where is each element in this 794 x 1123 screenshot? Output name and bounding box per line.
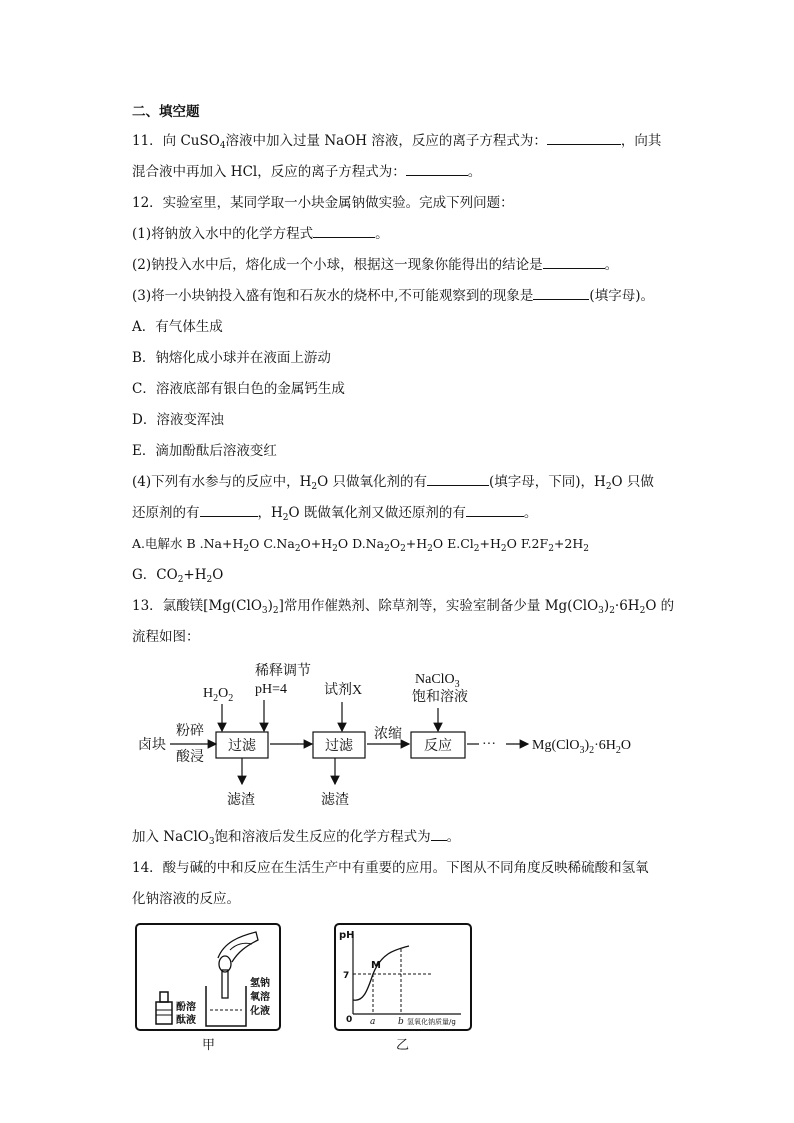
section-title: 二、填空题 bbox=[132, 104, 200, 120]
figure-jia-caption: 甲 bbox=[202, 1038, 216, 1053]
answer-blank[interactable] bbox=[313, 225, 375, 238]
bottle-label-1: 酚溶 bbox=[176, 1002, 196, 1013]
option-b: B．钠熔化成小球并在液面上游动 bbox=[132, 350, 331, 366]
q13-line3: 加入 NaClO$_3$饱和溶液后发生反应的化学方程式为 。 bbox=[132, 829, 461, 847]
flow-box-react-label: 反应 bbox=[424, 739, 452, 754]
figure-yi-caption: 乙 bbox=[396, 1038, 410, 1053]
figure-yi-ph-curve bbox=[333, 922, 475, 1032]
q13-line2: 流程如图： bbox=[132, 629, 200, 645]
answer-blank[interactable] bbox=[406, 163, 468, 176]
x-tick-a: a bbox=[370, 1017, 376, 1027]
bottle-label-2: 酞液 bbox=[176, 1015, 196, 1026]
beaker-label-2: 氧溶 bbox=[250, 992, 270, 1003]
q12-part4-line1: (4)下列有水参与的反应中，$H_2O$ 只做氧化剂的有 (填字母，下同)，$H_2O$ 只做 bbox=[132, 474, 654, 492]
option-d: D．溶液变浑浊 bbox=[132, 412, 224, 428]
figure-jia-titration bbox=[134, 922, 284, 1032]
option-c: C．溶液底部有银白色的金属钙生成 bbox=[132, 381, 345, 397]
q14-line2: 化钠溶液的反应。 bbox=[132, 891, 240, 907]
flow-box-filter-2-label: 过滤 bbox=[325, 739, 353, 754]
flow-h2o2-label: $H_2O_2$ bbox=[203, 686, 234, 704]
flow-product-label: $Mg(ClO_3)_2\cdot 6H_2O$ bbox=[532, 738, 632, 756]
flow-acid-label: 酸浸 bbox=[176, 750, 204, 765]
q12-intro: 12．实验室里，某同学取一小块金属钠做实验。完成下列问题： bbox=[132, 195, 514, 211]
answer-blank[interactable] bbox=[533, 287, 589, 300]
process-flow-diagram bbox=[130, 658, 690, 810]
flow-residue-1: 滤渣 bbox=[227, 793, 255, 808]
flow-dilute-label: 稀释调节 bbox=[255, 664, 311, 679]
flow-start-label: 卤块 bbox=[138, 738, 166, 753]
flow-ellipsis: ··· bbox=[482, 737, 496, 752]
flow-ph-label: pH=4 bbox=[255, 682, 288, 697]
y-axis-label: pH bbox=[339, 930, 355, 941]
flow-box-filter-1-label: 过滤 bbox=[228, 739, 256, 754]
option-a: A．有气体生成 bbox=[132, 319, 223, 335]
point-m-label: M bbox=[371, 960, 381, 971]
y-tick-7: 7 bbox=[343, 971, 350, 981]
x-tick-b: b bbox=[398, 1017, 404, 1027]
q13-line1: 13．氯酸镁$[Mg(ClO_3)_2]$常用作催熟剂、除草剂等，实验室制备少量 $Mg(ClO_3)_2\cdot 6H_2O$ 的 bbox=[132, 598, 675, 616]
q12-part4-option-g: G．$CO_2+H_2O$ bbox=[132, 567, 224, 585]
flow-concentrate-label: 浓缩 bbox=[374, 727, 402, 742]
flow-saturated-label: 饱和溶液 bbox=[412, 690, 468, 705]
answer-blank[interactable] bbox=[466, 504, 524, 517]
answer-blank[interactable] bbox=[427, 473, 489, 486]
q12-part3: (3)将一小块钠投入盛有饱和石灰水的烧杯中,不可能观察到的现象是 (填字母)。 bbox=[132, 288, 654, 304]
answer-blank[interactable] bbox=[547, 132, 621, 145]
flow-crush-label: 粉碎 bbox=[176, 724, 204, 739]
q12-part4-options: A.电解水 B $.Na+H_2O$ $C.Na_2O+H_2O$ $D.Na_2O_2+H_2O$ $E.Cl_2+H_2O$ $F.2F_2+2H_2$ bbox=[132, 536, 589, 554]
q11-line1: 11．向 CuSO$_4$溶液中加入过量 NaOH 溶液，反应的离子方程式为： ，向其 bbox=[132, 133, 662, 151]
flow-reagent-x-label: 试剂X bbox=[324, 683, 363, 698]
q12-part2: (2)钠投入水中后，熔化成一个小球，根据这一现象你能得出的结论是 。 bbox=[132, 257, 619, 273]
x-axis-label: 氢氧化钠质量/g bbox=[407, 1018, 456, 1026]
answer-blank[interactable] bbox=[200, 504, 258, 517]
q11-line2: 混合液中再加入 HCl，反应的离子方程式为： 。 bbox=[132, 164, 482, 180]
answer-blank[interactable] bbox=[431, 828, 447, 841]
option-e: E．滴加酚酞后溶液变红 bbox=[132, 443, 277, 459]
q12-part1: (1)将钠放入水中的化学方程式 。 bbox=[132, 226, 389, 242]
flow-residue-2: 滤渣 bbox=[321, 793, 349, 808]
q14-line1: 14．酸与碱的中和反应在生活生产中有重要的应用。下图从不同角度反映稀硫酸和氢氧 bbox=[132, 860, 649, 876]
flow-naclo3-label: NaClO$_3$ bbox=[415, 672, 460, 690]
answer-blank[interactable] bbox=[543, 256, 605, 269]
origin-label: 0 bbox=[346, 1015, 353, 1025]
beaker-label-3: 化液 bbox=[250, 1006, 270, 1017]
q12-part4-line2: 还原剂的有 ，$H_2O$ 既做氧化剂又做还原剂的有 。 bbox=[132, 505, 538, 523]
beaker-label-1: 氢钠 bbox=[250, 978, 270, 989]
